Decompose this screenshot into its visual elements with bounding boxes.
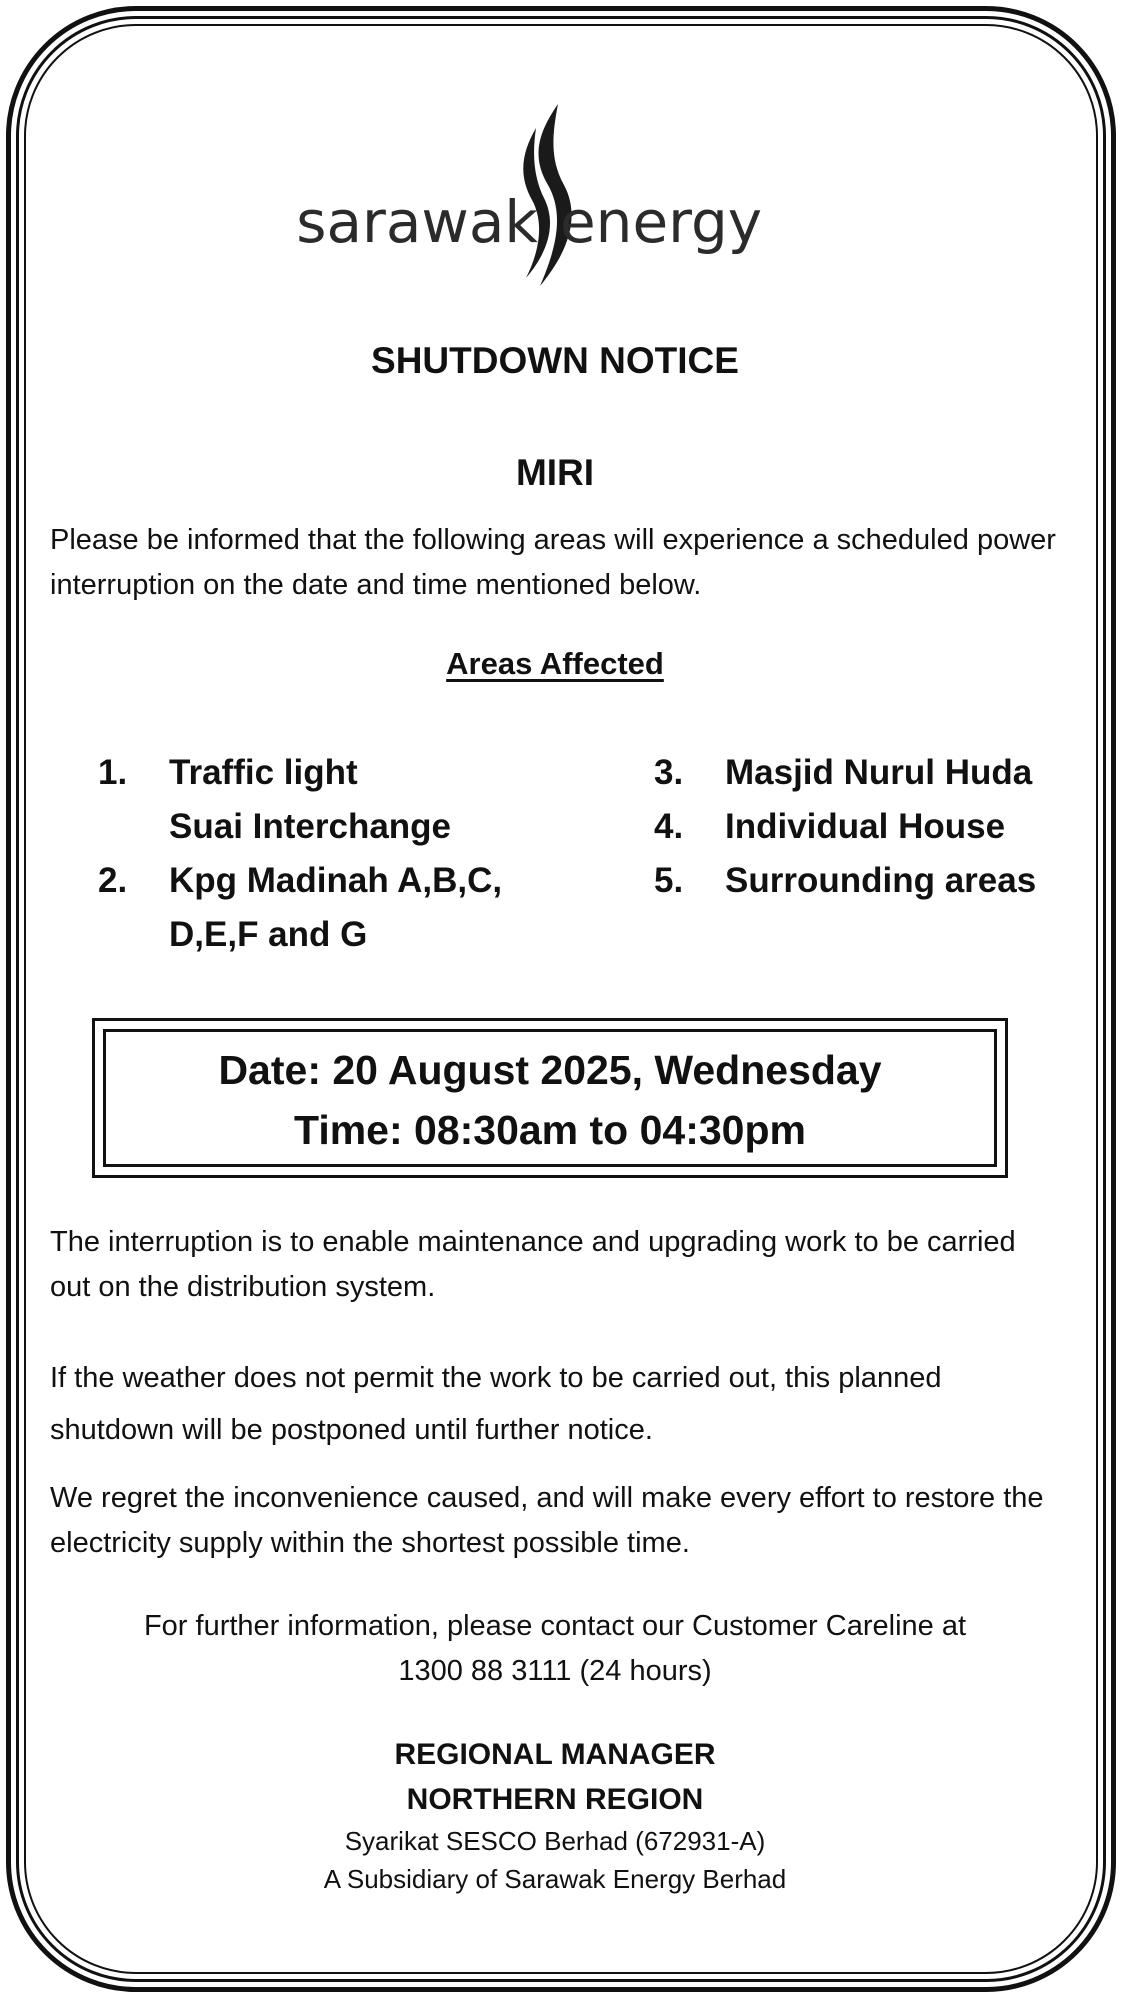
intro-line: interruption on the date and time mentioned below. [50,569,702,601]
paragraph-line: electricity supply within the shortest possible time. [50,1527,690,1559]
areas-list [50,746,1060,966]
area-name: Masjid Nurul Huda [725,753,1033,792]
area-number: 2. [98,861,128,900]
intro-paragraph [50,518,1060,608]
area-number: 5. [654,861,684,900]
shutdown-time: Time: 08:30am to 04:30pm [294,1107,806,1153]
paragraph-line: If the weather does not permit the work to be carried out, this planned [50,1362,942,1394]
paragraph-line: We regret the inconvenience caused, and will make every effort to restore the [50,1482,1044,1514]
schedule-box-inner [103,1029,997,1167]
area-name: Kpg Madinah A,B,C, [169,861,503,900]
notice-title: SHUTDOWN NOTICE [371,340,739,381]
logo-word-left: sarawak [296,188,538,256]
weather-paragraph [50,1352,1060,1456]
paragraph-line: The interruption is to enable maintenance and upgrading work to be carried [50,1226,1016,1258]
areas-heading: Areas Affected [446,646,664,681]
logo-word-right: energy [560,188,763,256]
signatory-region: NORTHERN REGION [406,1783,704,1816]
shutdown-date: Date: 20 August 2025, Wednesday [218,1047,882,1093]
careline-number: 1300 88 3111 (24 hours) [398,1655,712,1687]
area-name-continued: D,E,F and G [169,915,368,954]
area-name-continued: Suai Interchange [169,807,452,846]
paragraph-line: out on the distribution system. [50,1271,436,1303]
company-name: Syarikat SESCO Berhad (672931-A) [344,1826,766,1856]
parent-company: A Subsidiary of Sarawak Energy Berhad [323,1864,787,1894]
notice-city: MIRI [515,452,595,493]
notice-content [50,0,1060,2008]
paragraph-line: shutdown will be postponed until further notice. [50,1414,653,1446]
area-number: 1. [98,753,128,792]
signature-block [50,1732,1060,1822]
intro-line: Please be informed that the following areas will experience a scheduled power [50,524,1056,556]
area-number: 4. [654,807,684,846]
apology-paragraph [50,1476,1060,1566]
area-name: Traffic light [169,753,358,792]
contact-info [50,1604,1060,1694]
contact-line: For further information, please contact our Customer Careline at [143,1610,967,1642]
company-logo [50,100,1060,300]
schedule-box [92,1018,1008,1178]
area-name: Surrounding areas [725,861,1037,900]
area-number: 3. [654,753,684,792]
signatory-title: REGIONAL MANAGER [394,1738,716,1771]
company-info [50,1822,1060,1898]
area-name: Individual House [725,807,1006,846]
maintenance-paragraph [50,1220,1060,1310]
